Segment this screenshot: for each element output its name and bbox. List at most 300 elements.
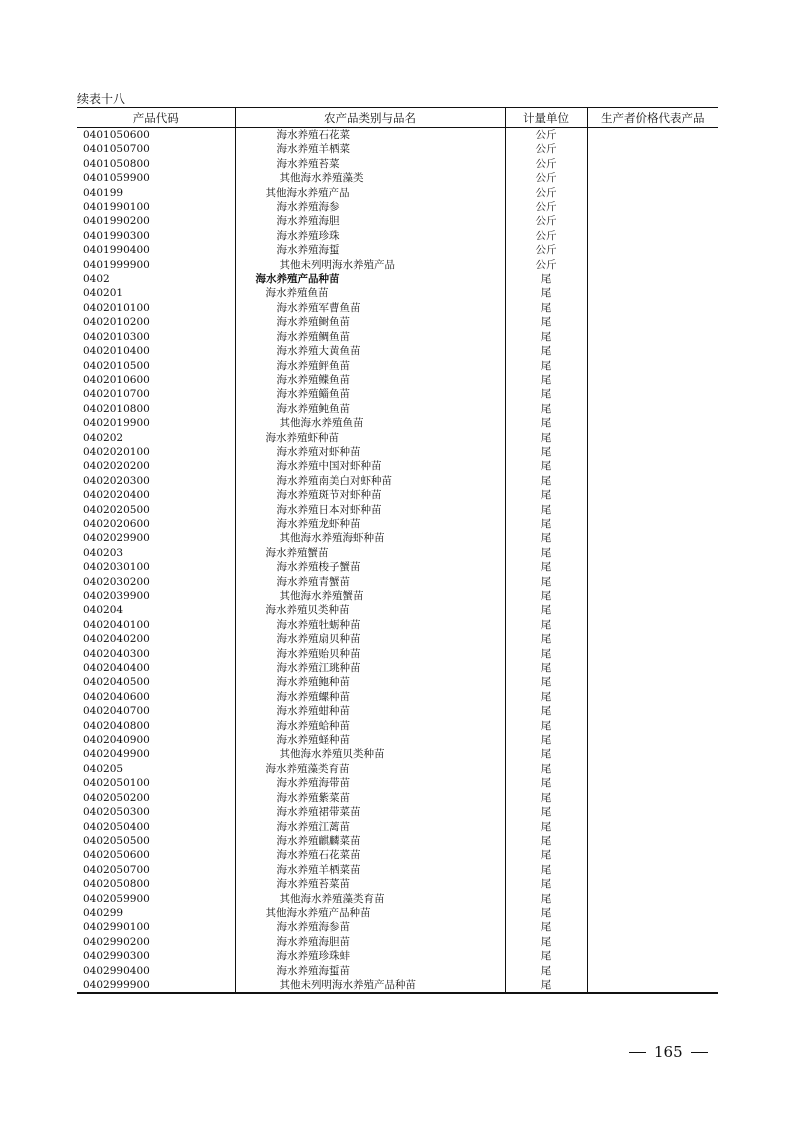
product-name-cell: 海水养殖羊栖菜 bbox=[235, 142, 505, 156]
unit-cell: 公斤 bbox=[505, 229, 587, 243]
product-code-cell: 0402050600 bbox=[83, 849, 150, 862]
representative-product-cell bbox=[587, 243, 718, 257]
table-row bbox=[77, 906, 718, 920]
table-row bbox=[77, 186, 718, 200]
product-code-cell: 0402020400 bbox=[83, 489, 150, 502]
table-row bbox=[77, 258, 718, 272]
table-row bbox=[77, 286, 718, 300]
table-row bbox=[77, 243, 718, 257]
unit-cell: 尾 bbox=[505, 330, 587, 344]
representative-product-cell bbox=[587, 920, 718, 934]
representative-product-cell bbox=[587, 675, 718, 689]
product-code-cell: 040203 bbox=[83, 546, 124, 559]
representative-product-cell bbox=[587, 445, 718, 459]
table-row bbox=[77, 603, 718, 617]
unit-cell: 尾 bbox=[505, 416, 587, 430]
product-name-cell: 其他未列明海水养殖产品种苗 bbox=[235, 978, 505, 993]
product-name-cell: 海水养殖青蟹苗 bbox=[235, 575, 505, 589]
unit-cell: 尾 bbox=[505, 387, 587, 401]
header-unit: 计量单位 bbox=[505, 108, 587, 128]
table-row bbox=[77, 142, 718, 156]
product-name-cell: 其他海水养殖藻类 bbox=[235, 171, 505, 185]
representative-product-cell bbox=[587, 719, 718, 733]
representative-product-cell bbox=[587, 344, 718, 358]
representative-product-cell bbox=[587, 301, 718, 315]
product-code-cell: 0402050300 bbox=[83, 806, 150, 819]
representative-product-cell bbox=[587, 935, 718, 949]
unit-cell: 尾 bbox=[505, 546, 587, 560]
product-code-cell: 0402040800 bbox=[83, 719, 150, 732]
product-code-cell: 0402050800 bbox=[83, 878, 150, 891]
product-name-cell: 海水养殖鲆鱼苗 bbox=[235, 359, 505, 373]
table-row bbox=[77, 964, 718, 978]
table-row bbox=[77, 762, 718, 776]
unit-cell: 公斤 bbox=[505, 243, 587, 257]
representative-product-cell bbox=[587, 949, 718, 963]
product-code-cell: 0401050700 bbox=[83, 143, 150, 156]
representative-product-cell bbox=[587, 474, 718, 488]
product-name-cell: 其他海水养殖贝类种苗 bbox=[235, 747, 505, 761]
representative-product-cell bbox=[587, 157, 718, 171]
product-code-cell: 040204 bbox=[83, 604, 124, 617]
table-row bbox=[77, 920, 718, 934]
representative-product-cell bbox=[587, 978, 718, 993]
unit-cell: 尾 bbox=[505, 315, 587, 329]
unit-cell: 尾 bbox=[505, 848, 587, 862]
representative-product-cell bbox=[587, 431, 718, 445]
unit-cell: 尾 bbox=[505, 704, 587, 718]
product-code-cell: 040205 bbox=[83, 762, 124, 775]
table-row bbox=[77, 315, 718, 329]
representative-product-cell bbox=[587, 315, 718, 329]
unit-cell: 尾 bbox=[505, 747, 587, 761]
table-row bbox=[77, 488, 718, 502]
product-name-cell: 海水养殖海蜇 bbox=[235, 243, 505, 257]
representative-product-cell bbox=[587, 589, 718, 603]
table-row bbox=[77, 776, 718, 790]
product-code-cell: 0402040900 bbox=[83, 734, 150, 747]
product-name-cell: 海水养殖蚶种苗 bbox=[235, 704, 505, 718]
product-code-cell: 0402040200 bbox=[83, 633, 150, 646]
table-row bbox=[77, 531, 718, 545]
table-row bbox=[77, 128, 718, 143]
product-code-cell: 0402020100 bbox=[83, 445, 150, 458]
representative-product-cell bbox=[587, 200, 718, 214]
product-name-cell: 海水养殖军曹鱼苗 bbox=[235, 301, 505, 315]
representative-product-cell bbox=[587, 618, 718, 632]
product-name-cell: 海水养殖中国对虾种苗 bbox=[235, 459, 505, 473]
unit-cell: 尾 bbox=[505, 949, 587, 963]
product-name-cell: 海水养殖螺种苗 bbox=[235, 690, 505, 704]
table-row bbox=[77, 359, 718, 373]
table-row bbox=[77, 877, 718, 891]
product-code-cell: 0402050700 bbox=[83, 863, 150, 876]
product-code-cell: 0401999900 bbox=[83, 258, 150, 271]
product-name-cell: 海水养殖蛏种苗 bbox=[235, 733, 505, 747]
product-code-cell: 0401990300 bbox=[83, 229, 150, 242]
product-name-cell: 其他海水养殖藻类育苗 bbox=[235, 892, 505, 906]
product-code-cell: 0402010500 bbox=[83, 359, 150, 372]
product-name-cell: 海水养殖大黄鱼苗 bbox=[235, 344, 505, 358]
unit-cell: 尾 bbox=[505, 431, 587, 445]
product-name-cell: 海水养殖珍珠蚌 bbox=[235, 949, 505, 963]
table-row bbox=[77, 848, 718, 862]
product-code-cell: 0402020600 bbox=[83, 517, 150, 530]
product-name-cell: 海水养殖龙虾种苗 bbox=[235, 517, 505, 531]
unit-cell: 尾 bbox=[505, 560, 587, 574]
product-name-cell: 其他海水养殖鱼苗 bbox=[235, 416, 505, 430]
product-code-cell: 0402039900 bbox=[83, 590, 150, 602]
table-row bbox=[77, 675, 718, 689]
product-code-cell: 0402010100 bbox=[83, 301, 150, 314]
product-code-cell: 0402050200 bbox=[83, 791, 150, 804]
product-code-cell: 0401990200 bbox=[83, 215, 150, 228]
table-row bbox=[77, 589, 718, 603]
representative-product-cell bbox=[587, 272, 718, 286]
table-row bbox=[77, 157, 718, 171]
table-row bbox=[77, 272, 718, 286]
table-row bbox=[77, 200, 718, 214]
product-code-cell: 040199 bbox=[83, 186, 124, 199]
table-row bbox=[77, 690, 718, 704]
unit-cell: 尾 bbox=[505, 892, 587, 906]
product-table bbox=[77, 107, 718, 994]
representative-product-cell bbox=[587, 906, 718, 920]
unit-cell: 尾 bbox=[505, 978, 587, 993]
unit-cell: 尾 bbox=[505, 272, 587, 286]
footer-dash-left bbox=[629, 1052, 646, 1053]
product-name-cell: 其他海水养殖海虾种苗 bbox=[235, 531, 505, 545]
table-row bbox=[77, 820, 718, 834]
unit-cell: 尾 bbox=[505, 733, 587, 747]
table-row bbox=[77, 171, 718, 185]
product-code-cell: 0402020300 bbox=[83, 474, 150, 487]
product-name-cell: 海水养殖虾种苗 bbox=[235, 431, 505, 445]
product-code-cell: 040299 bbox=[83, 906, 124, 919]
representative-product-cell bbox=[587, 560, 718, 574]
product-code-cell: 0402040600 bbox=[83, 690, 150, 703]
unit-cell: 尾 bbox=[505, 964, 587, 978]
table-row bbox=[77, 647, 718, 661]
table-row bbox=[77, 575, 718, 589]
table-row bbox=[77, 805, 718, 819]
representative-product-cell bbox=[587, 258, 718, 272]
product-code-cell: 0402010200 bbox=[83, 316, 150, 329]
product-name-cell: 海水养殖蛤种苗 bbox=[235, 719, 505, 733]
representative-product-cell bbox=[587, 517, 718, 531]
product-code-cell: 0402040700 bbox=[83, 705, 150, 718]
representative-product-cell bbox=[587, 575, 718, 589]
product-name-cell: 海水养殖海蜇苗 bbox=[235, 964, 505, 978]
table-row bbox=[77, 402, 718, 416]
header-representative-product: 生产者价格代表产品 bbox=[587, 108, 718, 128]
table-row bbox=[77, 373, 718, 387]
unit-cell: 尾 bbox=[505, 488, 587, 502]
representative-product-cell bbox=[587, 892, 718, 906]
product-name-cell: 海水养殖鲀鱼苗 bbox=[235, 402, 505, 416]
unit-cell: 公斤 bbox=[505, 214, 587, 228]
product-code-cell: 0402050400 bbox=[83, 820, 150, 833]
representative-product-cell bbox=[587, 359, 718, 373]
table-row bbox=[77, 431, 718, 445]
representative-product-cell bbox=[587, 632, 718, 646]
product-name-cell: 海水养殖苔菜苗 bbox=[235, 877, 505, 891]
product-code-cell: 0402010600 bbox=[83, 373, 150, 386]
product-code-cell: 0402019900 bbox=[83, 417, 150, 430]
product-name-cell: 海水养殖贻贝种苗 bbox=[235, 647, 505, 661]
product-name-cell: 海水养殖日本对虾种苗 bbox=[235, 503, 505, 517]
unit-cell: 尾 bbox=[505, 632, 587, 646]
representative-product-cell bbox=[587, 186, 718, 200]
unit-cell: 尾 bbox=[505, 344, 587, 358]
table-caption: 续表十八 bbox=[77, 92, 126, 106]
unit-cell: 公斤 bbox=[505, 186, 587, 200]
representative-product-cell bbox=[587, 503, 718, 517]
product-code-cell: 0401059900 bbox=[83, 172, 150, 185]
product-name-cell: 海水养殖海带苗 bbox=[235, 776, 505, 790]
product-code-cell: 0402030200 bbox=[83, 575, 150, 588]
unit-cell: 公斤 bbox=[505, 157, 587, 171]
table-row bbox=[77, 517, 718, 531]
representative-product-cell bbox=[587, 661, 718, 675]
table-row bbox=[77, 503, 718, 517]
product-code-cell: 0402049900 bbox=[83, 748, 150, 761]
table-row bbox=[77, 344, 718, 358]
table-row bbox=[77, 445, 718, 459]
unit-cell: 尾 bbox=[505, 834, 587, 848]
representative-product-cell bbox=[587, 690, 718, 704]
product-code-cell: 0402020200 bbox=[83, 460, 150, 473]
representative-product-cell bbox=[587, 647, 718, 661]
table-row bbox=[77, 416, 718, 430]
product-name-cell: 海水养殖海参 bbox=[235, 200, 505, 214]
product-name-cell: 海水养殖石花菜苗 bbox=[235, 848, 505, 862]
unit-cell: 尾 bbox=[505, 906, 587, 920]
unit-cell: 尾 bbox=[505, 719, 587, 733]
product-name-cell: 海水养殖鲽鱼苗 bbox=[235, 373, 505, 387]
product-code-cell: 0401990400 bbox=[83, 244, 150, 257]
product-code-cell: 0402020500 bbox=[83, 503, 150, 516]
product-code-cell: 0402040400 bbox=[83, 662, 150, 675]
product-name-cell: 海水养殖南美白对虾种苗 bbox=[235, 474, 505, 488]
product-name-cell: 海水养殖鲍种苗 bbox=[235, 675, 505, 689]
product-name-cell: 海水养殖裙带菜苗 bbox=[235, 805, 505, 819]
representative-product-cell bbox=[587, 531, 718, 545]
unit-cell: 尾 bbox=[505, 373, 587, 387]
product-name-cell: 其他海水养殖产品 bbox=[235, 186, 505, 200]
representative-product-cell bbox=[587, 762, 718, 776]
unit-cell: 尾 bbox=[505, 920, 587, 934]
table-row bbox=[77, 330, 718, 344]
table-row bbox=[77, 661, 718, 675]
product-name-cell: 海水养殖鲻鱼苗 bbox=[235, 387, 505, 401]
product-name-cell: 海水养殖麒麟菜苗 bbox=[235, 834, 505, 848]
table-row bbox=[77, 949, 718, 963]
product-code-cell: 0402040300 bbox=[83, 647, 150, 660]
product-code-cell: 0402030100 bbox=[83, 561, 150, 574]
unit-cell: 尾 bbox=[505, 805, 587, 819]
representative-product-cell bbox=[587, 834, 718, 848]
unit-cell: 公斤 bbox=[505, 258, 587, 272]
representative-product-cell bbox=[587, 877, 718, 891]
representative-product-cell bbox=[587, 820, 718, 834]
product-name-cell: 海水养殖贝类种苗 bbox=[235, 603, 505, 617]
product-code-cell: 0402010300 bbox=[83, 330, 150, 343]
table-row bbox=[77, 892, 718, 906]
representative-product-cell bbox=[587, 286, 718, 300]
product-code-cell: 0402990200 bbox=[83, 935, 150, 948]
unit-cell: 尾 bbox=[505, 459, 587, 473]
product-name-cell: 海水养殖苔菜 bbox=[235, 157, 505, 171]
unit-cell: 公斤 bbox=[505, 171, 587, 185]
table-row bbox=[77, 229, 718, 243]
unit-cell: 尾 bbox=[505, 503, 587, 517]
product-name-cell: 海水养殖羊栖菜苗 bbox=[235, 863, 505, 877]
representative-product-cell bbox=[587, 214, 718, 228]
product-code-cell: 0402010700 bbox=[83, 388, 150, 401]
table-row bbox=[77, 618, 718, 632]
product-code-cell: 0402029900 bbox=[83, 532, 150, 545]
table-row bbox=[77, 719, 718, 733]
product-code-cell: 0402010400 bbox=[83, 345, 150, 358]
product-name-cell: 海水养殖海胆 bbox=[235, 214, 505, 228]
product-name-cell: 海水养殖产品种苗 bbox=[235, 272, 505, 286]
representative-product-cell bbox=[587, 142, 718, 156]
table-row bbox=[77, 978, 718, 993]
unit-cell: 尾 bbox=[505, 762, 587, 776]
representative-product-cell bbox=[587, 603, 718, 617]
unit-cell: 公斤 bbox=[505, 128, 587, 143]
product-name-cell: 海水养殖海参苗 bbox=[235, 920, 505, 934]
product-name-cell: 海水养殖江珧种苗 bbox=[235, 661, 505, 675]
unit-cell: 尾 bbox=[505, 647, 587, 661]
header-category-name: 农产品类别与品名 bbox=[235, 108, 505, 128]
unit-cell: 尾 bbox=[505, 301, 587, 315]
table-row bbox=[77, 474, 718, 488]
representative-product-cell bbox=[587, 229, 718, 243]
unit-cell: 尾 bbox=[505, 877, 587, 891]
unit-cell: 尾 bbox=[505, 286, 587, 300]
unit-cell: 尾 bbox=[505, 661, 587, 675]
representative-product-cell bbox=[587, 791, 718, 805]
table-row bbox=[77, 632, 718, 646]
table-row bbox=[77, 834, 718, 848]
product-code-cell: 0402 bbox=[83, 273, 110, 286]
representative-product-cell bbox=[587, 848, 718, 862]
table-row bbox=[77, 935, 718, 949]
footer-dash-right bbox=[691, 1052, 708, 1053]
representative-product-cell bbox=[587, 805, 718, 819]
table-row bbox=[77, 791, 718, 805]
table-row bbox=[77, 733, 718, 747]
product-name-cell: 其他海水养殖产品种苗 bbox=[235, 906, 505, 920]
product-code-cell: 0402040100 bbox=[83, 618, 150, 631]
product-code-cell: 040202 bbox=[83, 431, 124, 444]
unit-cell: 公斤 bbox=[505, 142, 587, 156]
unit-cell: 尾 bbox=[505, 791, 587, 805]
product-name-cell: 海水养殖斑节对虾种苗 bbox=[235, 488, 505, 502]
table-row bbox=[77, 704, 718, 718]
unit-cell: 尾 bbox=[505, 445, 587, 459]
unit-cell: 尾 bbox=[505, 531, 587, 545]
product-name-cell: 海水养殖对虾种苗 bbox=[235, 445, 505, 459]
unit-cell: 尾 bbox=[505, 690, 587, 704]
table-row bbox=[77, 863, 718, 877]
product-code-cell: 040201 bbox=[83, 287, 124, 300]
product-code-cell: 0402990300 bbox=[83, 950, 150, 963]
representative-product-cell bbox=[587, 776, 718, 790]
representative-product-cell bbox=[587, 387, 718, 401]
representative-product-cell bbox=[587, 330, 718, 344]
representative-product-cell bbox=[587, 747, 718, 761]
product-name-cell: 其他未列明海水养殖产品 bbox=[235, 258, 505, 272]
representative-product-cell bbox=[587, 546, 718, 560]
product-code-cell: 0402050100 bbox=[83, 777, 150, 790]
product-code-cell: 0401050800 bbox=[83, 157, 150, 170]
product-code-cell: 0402999900 bbox=[77, 978, 235, 993]
unit-cell: 尾 bbox=[505, 575, 587, 589]
product-code-cell: 0402990400 bbox=[83, 964, 150, 977]
representative-product-cell bbox=[587, 863, 718, 877]
unit-cell: 尾 bbox=[505, 776, 587, 790]
representative-product-cell bbox=[587, 488, 718, 502]
table-row bbox=[77, 546, 718, 560]
table-row bbox=[77, 301, 718, 315]
table-row bbox=[77, 747, 718, 761]
representative-product-cell bbox=[587, 733, 718, 747]
product-name-cell: 海水养殖扇贝种苗 bbox=[235, 632, 505, 646]
header-product-code: 产品代码 bbox=[77, 108, 235, 128]
product-code-cell: 0402050500 bbox=[83, 834, 150, 847]
product-name-cell: 海水养殖鲷鱼苗 bbox=[235, 330, 505, 344]
table-row bbox=[77, 459, 718, 473]
representative-product-cell bbox=[587, 128, 718, 143]
unit-cell: 尾 bbox=[505, 618, 587, 632]
table-row bbox=[77, 560, 718, 574]
product-name-cell: 海水养殖海胆苗 bbox=[235, 935, 505, 949]
unit-cell: 尾 bbox=[505, 675, 587, 689]
product-name-cell: 海水养殖紫菜苗 bbox=[235, 791, 505, 805]
product-name-cell: 海水养殖石花菜 bbox=[235, 128, 505, 143]
product-code-cell: 0402990100 bbox=[83, 921, 150, 934]
representative-product-cell bbox=[587, 402, 718, 416]
product-name-cell: 其他海水养殖蟹苗 bbox=[235, 589, 505, 603]
representative-product-cell bbox=[587, 373, 718, 387]
page-number: 165 bbox=[654, 1043, 683, 1061]
product-code-cell: 0401990100 bbox=[83, 201, 150, 214]
table-row bbox=[77, 214, 718, 228]
product-name-cell: 海水养殖珍珠 bbox=[235, 229, 505, 243]
unit-cell: 尾 bbox=[505, 863, 587, 877]
product-code-cell: 0401050600 bbox=[83, 129, 150, 141]
product-name-cell: 海水养殖牡蛎种苗 bbox=[235, 618, 505, 632]
product-name-cell: 海水养殖梭子蟹苗 bbox=[235, 560, 505, 574]
product-name-cell: 海水养殖江蓠苗 bbox=[235, 820, 505, 834]
unit-cell: 尾 bbox=[505, 359, 587, 373]
representative-product-cell bbox=[587, 171, 718, 185]
product-name-cell: 海水养殖鲥鱼苗 bbox=[235, 315, 505, 329]
representative-product-cell bbox=[587, 964, 718, 978]
page-footer bbox=[629, 1043, 708, 1061]
unit-cell: 尾 bbox=[505, 402, 587, 416]
table-header-row bbox=[77, 108, 718, 128]
representative-product-cell bbox=[587, 459, 718, 473]
unit-cell: 尾 bbox=[505, 589, 587, 603]
product-name-cell: 海水养殖藻类育苗 bbox=[235, 762, 505, 776]
product-code-cell: 0402040500 bbox=[83, 676, 150, 689]
unit-cell: 尾 bbox=[505, 474, 587, 488]
unit-cell: 尾 bbox=[505, 517, 587, 531]
